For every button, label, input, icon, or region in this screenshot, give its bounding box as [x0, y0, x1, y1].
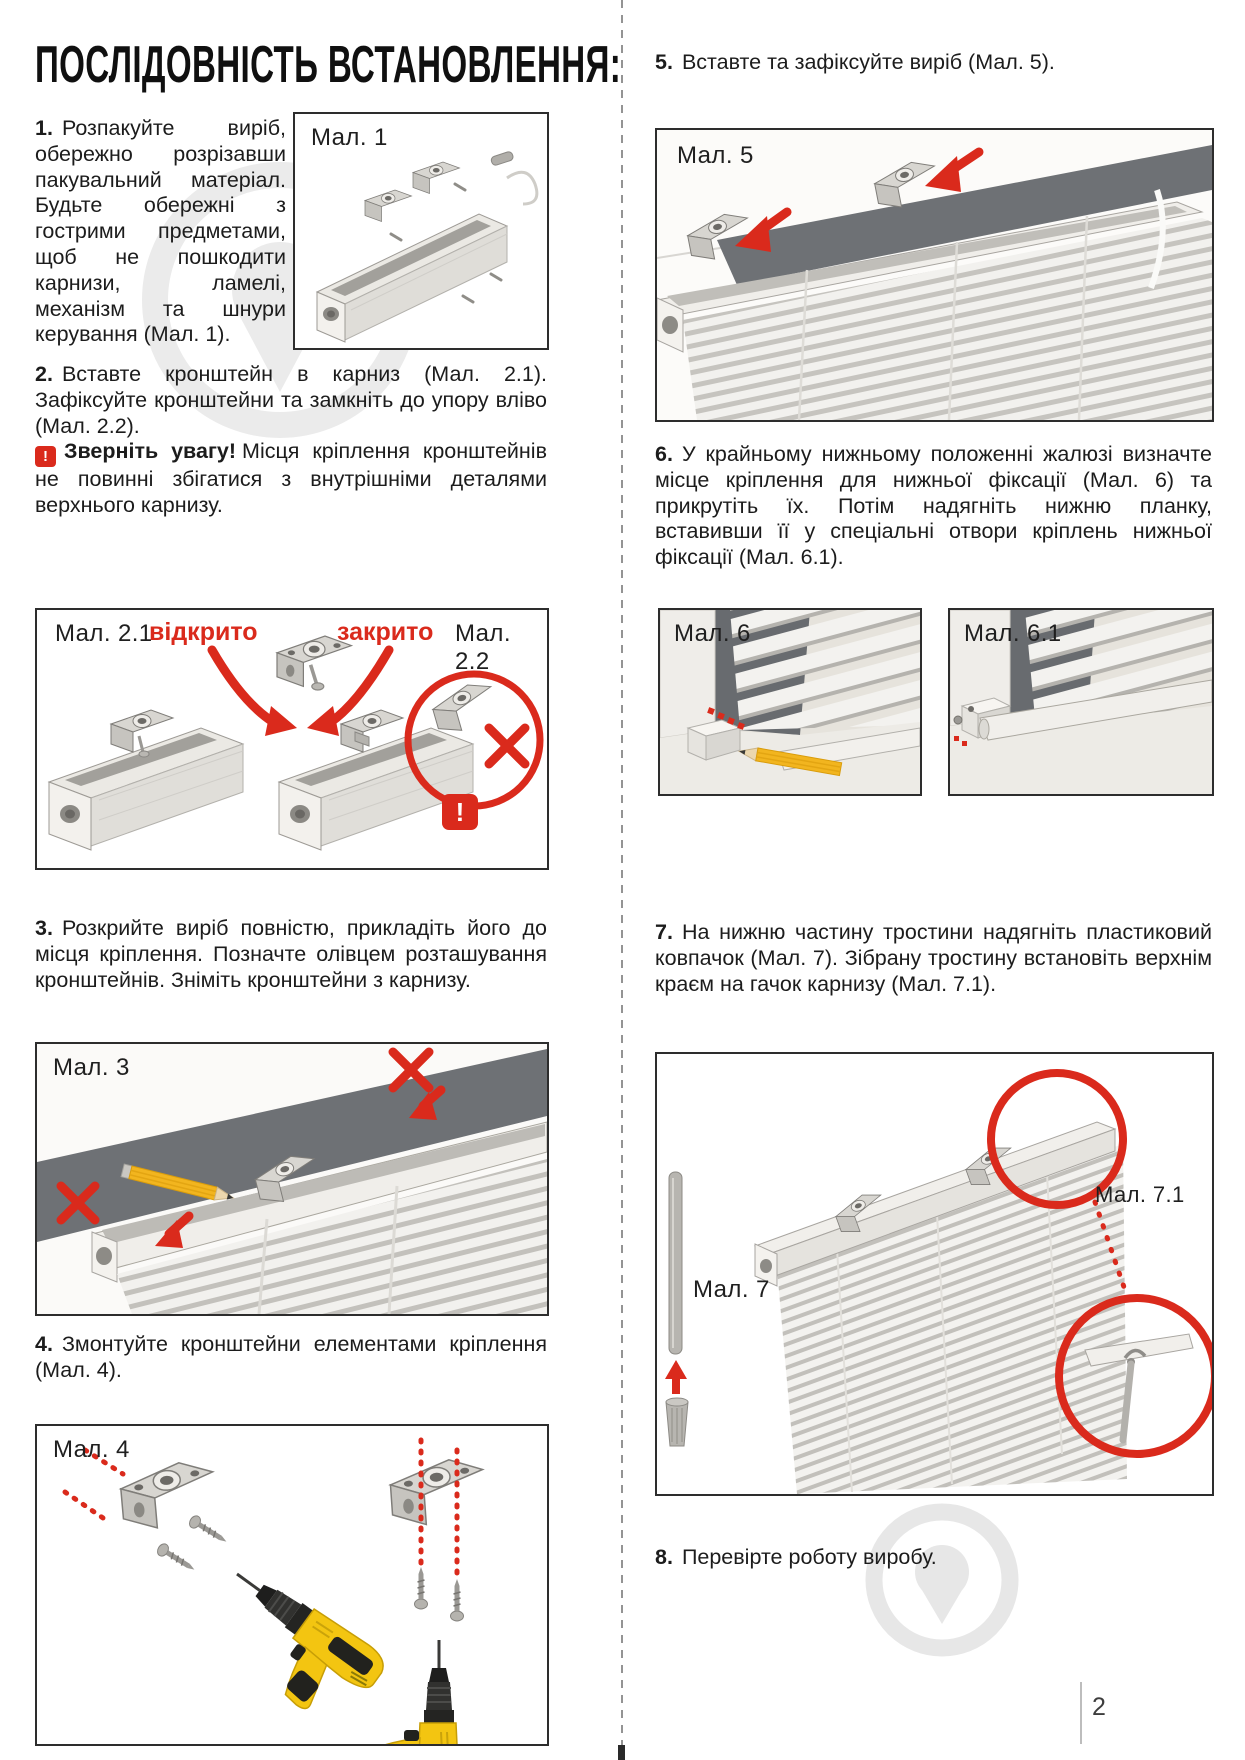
figure-3: [35, 1042, 549, 1316]
control-cord: [507, 172, 537, 204]
cornice-closed: [279, 710, 473, 850]
cornice-rail: [317, 214, 507, 342]
step-number: 4.: [35, 1332, 53, 1356]
figure-1-label: Мал. 1: [311, 124, 388, 151]
step-5: [655, 50, 1212, 76]
open-state-label: відкрито: [149, 618, 258, 646]
cornice-open: [49, 710, 243, 850]
drill-icon: [368, 1640, 459, 1744]
figure-7-1-label: Мал. 7.1: [1095, 1182, 1185, 1207]
figure-4: [35, 1424, 549, 1746]
page-number-rule: [1080, 1682, 1082, 1744]
screw-icon: [155, 1542, 198, 1575]
divider-end-mark: [618, 1745, 625, 1760]
bracket-icon: [413, 162, 460, 194]
figure-1: [293, 112, 549, 350]
bracket-icon: [389, 1458, 486, 1527]
step-text: На нижню частину тростини надягніть пластиковий ковпачок (Мал. 7). Зібрану тростину встановіть верхнім краєм на гачок карнизу (Мал. 7.1).: [655, 920, 1212, 996]
figure-2: [35, 608, 549, 870]
step-number: 1.: [35, 116, 53, 140]
step-number: 7.: [655, 920, 673, 944]
page-number: 2: [1092, 1693, 1106, 1721]
step-text: Вставте кронштейн в карниз (Мал. 2.1). Зафіксуйте кронштейни та замкніть до упору вліво (Мал. 2.2).: [35, 362, 547, 438]
figure-4-label: Мал. 4: [53, 1436, 130, 1463]
step-6: [655, 442, 1212, 571]
bracket-icon: [365, 190, 412, 222]
step-number: 5.: [655, 50, 673, 74]
step-1: [35, 116, 286, 348]
figure-5-label: Мал. 5: [677, 142, 754, 169]
drill-icon: [195, 1558, 390, 1734]
figure-7: [655, 1052, 1214, 1496]
screw-icon: [187, 1514, 230, 1547]
figure-6-1: [948, 608, 1214, 796]
tilt-wand: [669, 1172, 682, 1354]
step-8: [655, 1545, 1212, 1571]
figure-5-illustration: [657, 130, 1212, 420]
step-text: Розпакуйте виріб, обережно розрізавши пакувальний матеріал. Будьте обережні з гострими предметами, щоб не пошкодити карнизи, ламелі, механізм та шнури керування (Мал. 1).: [35, 116, 286, 347]
screw-icon: [415, 1567, 428, 1609]
step-7: [655, 920, 1212, 997]
step-text: Розкрийте виріб повністю, прикладіть його до місця кріплення. Позначте олівцем розташування кронштейнів. Зніміть кронштейни з карнизу.: [35, 916, 547, 992]
figure-2-1-label: Мал. 2.1: [55, 620, 153, 647]
figure-2-2-label: Мал. 2.2: [455, 620, 511, 675]
step-text: Вставте та зафіксуйте виріб (Мал. 5).: [681, 50, 1055, 74]
figure-6-label: Мал. 6: [674, 620, 751, 647]
step-2: [35, 362, 547, 519]
cross-icon: [489, 728, 525, 764]
step-text: Змонтуйте кронштейни елементами кріплення (Мал. 4).: [35, 1332, 547, 1382]
figure-7-label: Мал. 7: [693, 1276, 770, 1303]
warning-title: Зверніть увагу!: [64, 439, 237, 464]
column-divider: [621, 0, 623, 1760]
warning-icon: !: [35, 446, 56, 467]
warning-text: Місця кріплення кронштейнів не повинні збігатися з внутрішніми деталями верхнього карнизу.: [35, 439, 547, 518]
figure-5: [655, 128, 1214, 422]
figure-6-1-label: Мал. 6.1: [964, 620, 1062, 647]
step-3: [35, 916, 547, 993]
step-4: [35, 1332, 547, 1384]
figure-7-illustration: [657, 1054, 1212, 1494]
cap-part: [490, 151, 514, 166]
watermark-logo: [852, 1496, 1032, 1676]
bracket-icon: [119, 1460, 217, 1531]
up-arrow-icon: [665, 1360, 687, 1394]
figure-4-illustration: [37, 1426, 547, 1744]
warning-icon: !: [442, 794, 478, 830]
warning-note: [35, 439, 547, 519]
figure-3-illustration: [37, 1044, 547, 1314]
step-text: У крайньому нижньому положенні жалюзі визначте місце кріплення для нижньої фіксації (Мал. 6) та прикрутіть їх. Потім надягніть нижню планку, вставивши її у спеціальні отвори кріплень нижньої фіксації (Мал. 6.1).: [655, 442, 1212, 570]
step-number: 2.: [35, 362, 53, 386]
step-text: Перевірте роботу виробу.: [681, 1545, 937, 1569]
step-number: 3.: [35, 916, 53, 940]
closed-state-label: закрито: [337, 618, 434, 646]
figure-6: [658, 608, 922, 796]
blind-slats: [730, 610, 920, 730]
screw-icon: [451, 1579, 464, 1621]
step-number: 6.: [655, 442, 673, 466]
step-number: 8.: [655, 1545, 673, 1569]
wand-cap: [666, 1398, 688, 1446]
figure-3-label: Мал. 3: [53, 1054, 130, 1081]
page-title: ПОСЛІДОВНІСТЬ ВСТАНОВЛЕННЯ:: [35, 35, 622, 94]
